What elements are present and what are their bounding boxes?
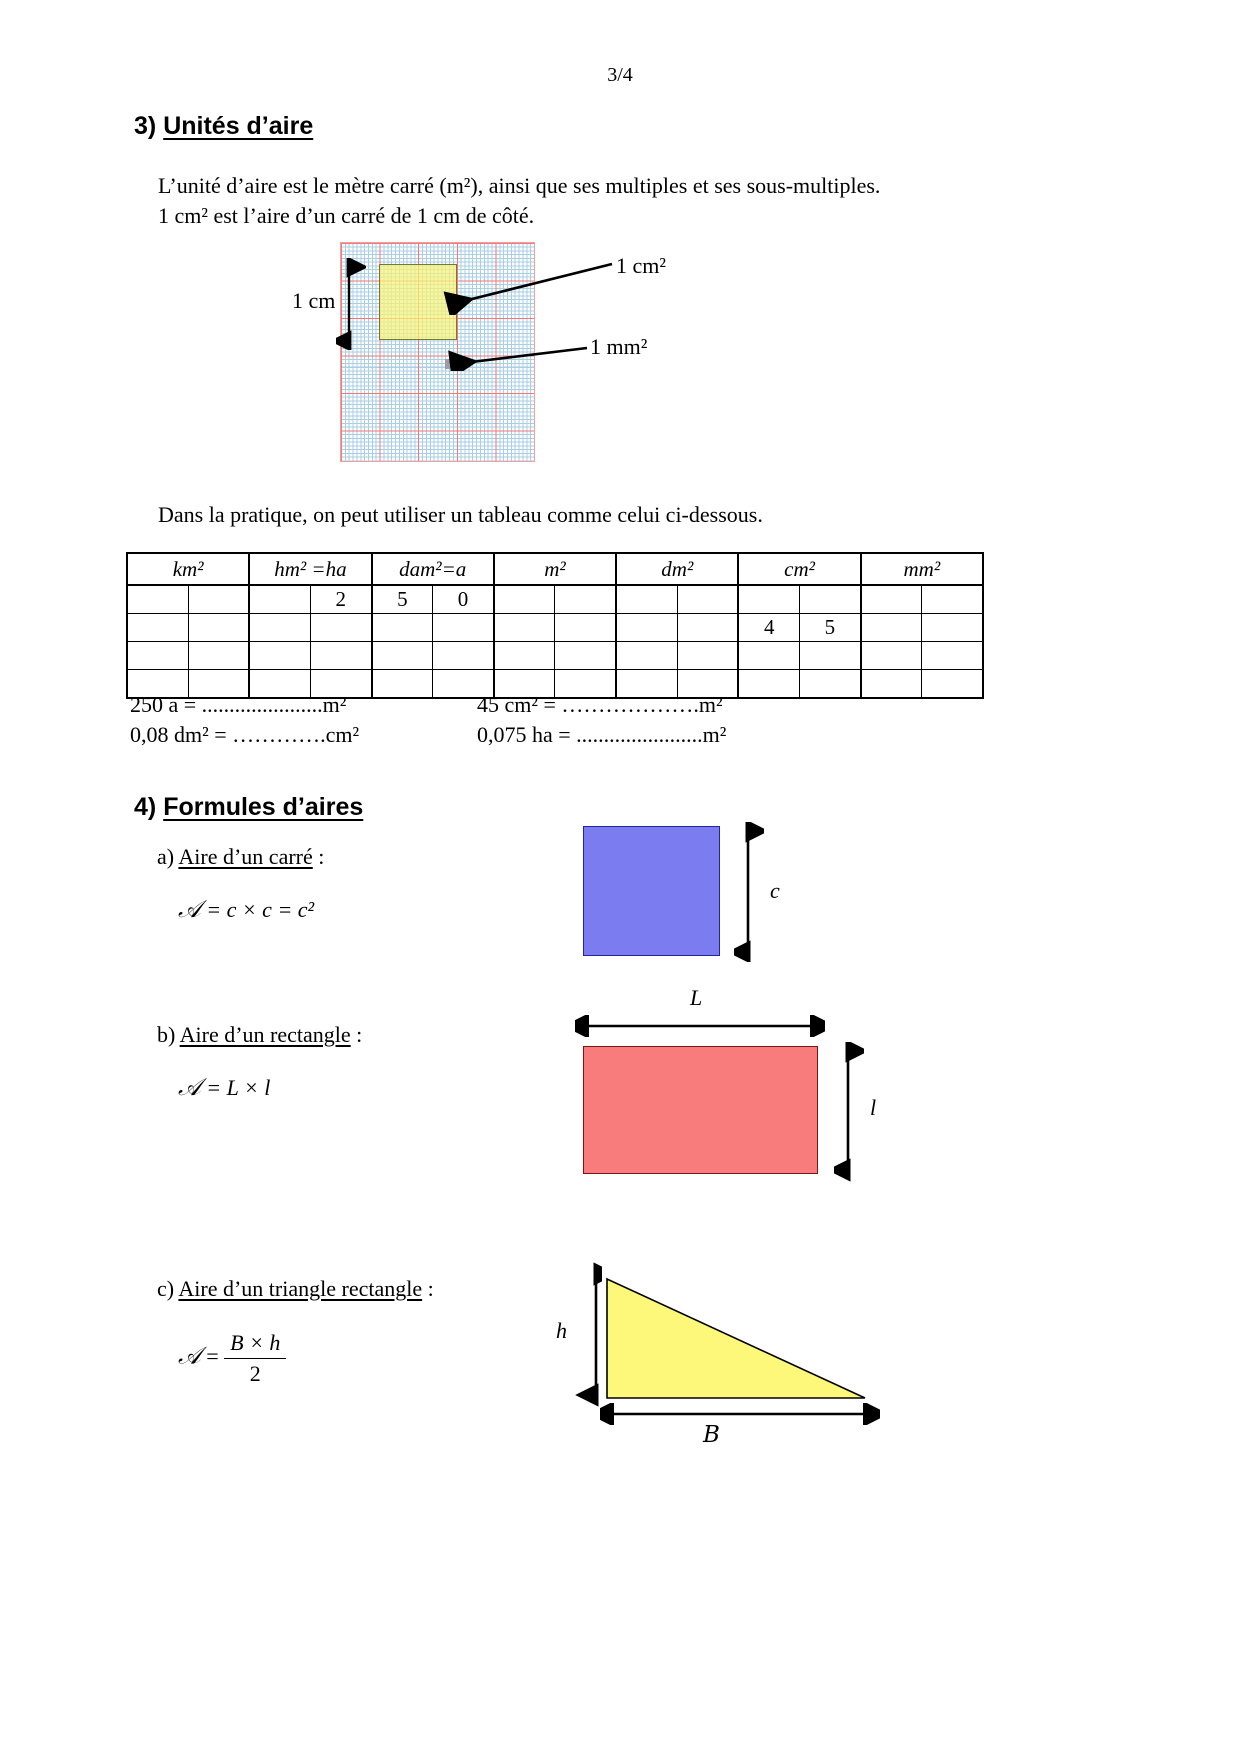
formula-square-expression: = c × c = c² [206,897,315,922]
table-cell[interactable] [922,670,983,699]
table-cell[interactable] [555,642,616,670]
rectangle-length-arrow [575,1015,825,1037]
table-cell[interactable] [433,614,494,642]
table-cell[interactable] [310,642,371,670]
label-one-mm2 [590,334,647,360]
label-one-cm2 [616,253,666,279]
table-row [127,614,983,642]
table-cell[interactable] [922,614,983,642]
formula-item-c-label [157,1276,434,1302]
table-cell[interactable]: 4 [738,614,799,642]
table-cell[interactable] [249,642,310,670]
table-cell[interactable] [372,670,433,699]
height-dimension-arrow [336,258,366,350]
section-4-number: 4) [134,793,157,821]
section-4-title: Formules d’aires [163,793,364,821]
table-header-row [127,553,983,585]
section-3-number: 3) [134,112,157,140]
formula-item-a-title: Aire d’un carré [178,844,313,869]
table-cell[interactable] [922,642,983,670]
table-cell[interactable] [677,642,738,670]
table-cell[interactable] [127,585,188,614]
rectangle-shape-red [583,1046,818,1174]
section-3-paragraph-2: Dans la pratique, on peut utiliser un tableau comme celui ci-dessous. [158,502,763,527]
fraction-denominator: 2 [249,1361,261,1386]
formula-square [178,895,314,923]
triangle-height-label: h [556,1318,567,1343]
square-side-label: c [770,878,780,903]
formula-triangle [178,1330,286,1387]
table-cell[interactable] [127,614,188,642]
triangle-base-label [703,1422,720,1448]
table-cell[interactable] [677,614,738,642]
section-4-heading [134,793,363,822]
exercise-right-1: 45 cm² = ……………….m² [477,692,723,717]
formula-triangle-fraction [224,1330,286,1387]
table-cell[interactable] [494,614,555,642]
formula-item-c-title: Aire d’un triangle rectangle [178,1276,423,1301]
table-cell[interactable] [861,585,922,614]
table-header-hm2: hm² =ha [249,553,371,585]
table-cell[interactable] [127,642,188,670]
table-header-dm2: dm² [616,553,738,585]
table-cell[interactable] [555,585,616,614]
triangle-height-arrow [572,1262,602,1407]
table-cell[interactable] [738,585,799,614]
table-cell[interactable] [372,614,433,642]
table-cell[interactable] [494,642,555,670]
label-one-mm2-text: 1 mm² [590,334,648,359]
rectangle-width-label: l [870,1095,877,1120]
script-a-symbol: 𝒜 [178,895,201,923]
formula-triangle-equals: = [206,1343,219,1369]
table-cell[interactable] [922,585,983,614]
formula-item-b-title: Aire d’un rectangle [179,1022,351,1047]
label-one-cm-text: 1 cm [292,288,336,313]
triangle-shape-yellow [575,1265,885,1425]
formula-item-a-letter: a) [157,844,175,869]
section-3-title: Unités d’aire [163,112,314,140]
exercise-left-1: 250 a = ......................m² [130,692,347,717]
table-cell[interactable] [494,585,555,614]
fraction-numerator: B × h [224,1330,286,1359]
square-height-arrow [734,822,764,962]
table-cell[interactable] [800,585,861,614]
label-one-cm [292,288,335,314]
table-cell[interactable] [433,642,494,670]
formula-item-c-letter: c) [157,1276,175,1301]
table-cell[interactable] [555,614,616,642]
section-3-heading [134,112,313,141]
table-cell[interactable]: 0 [433,585,494,614]
table-cell[interactable] [188,585,249,614]
rectangle-length-label: L [690,985,703,1010]
table-cell[interactable] [372,642,433,670]
script-a-symbol: 𝒜 [178,1073,201,1101]
table-cell[interactable] [800,642,861,670]
formula-item-b-letter: b) [157,1022,176,1047]
section-3-paragraph-line1: L’unité d’aire est le mètre carré (m²), ainsi que ses multiples et ses sous-multiples. [158,173,881,198]
table-header-cm2: cm² [738,553,860,585]
table-cell[interactable] [188,642,249,670]
table-cell[interactable] [616,585,677,614]
table-cell[interactable] [861,670,922,699]
table-header-km2: km² [127,553,249,585]
table-cell[interactable] [738,670,799,699]
area-unit-conversion-table [126,552,984,699]
square-shape-blue [583,826,720,956]
formula-item-a-label [157,844,324,870]
table-cell[interactable] [249,614,310,642]
mm2-callout-arrow [445,345,590,371]
triangle-base-arrow [600,1403,880,1425]
table-cell[interactable] [800,670,861,699]
formula-rectangle-expression: = L × l [206,1075,271,1100]
table-cell[interactable]: 5 [372,585,433,614]
table-cell[interactable] [738,642,799,670]
formula-item-c-colon: : [422,1276,434,1301]
table-row [127,642,983,670]
label-one-cm2-text: 1 cm² [616,253,666,278]
table-cell[interactable] [677,585,738,614]
exercise-left-2: 0,08 dm² = ………….cm² [130,722,360,747]
table-cell[interactable]: 2 [310,585,371,614]
table-cell[interactable] [861,614,922,642]
table-header-dam2: dam²=a [372,553,494,585]
section-3-paragraph-line2: 1 cm² est l’aire d’un carré de 1 cm de côté. [158,203,535,228]
table-cell[interactable] [616,614,677,642]
table-row [127,585,983,614]
table-cell[interactable] [188,614,249,642]
formula-item-b-label [157,1022,362,1048]
script-a-symbol: 𝒜 [178,1341,201,1370]
table-cell[interactable] [616,642,677,670]
rectangle-width-arrow [834,1042,864,1182]
exercise-right-2: 0,075 ha = .......................m² [477,722,727,747]
table-header-m2: m² [494,553,616,585]
triangle-base-label-text: B [703,1422,720,1448]
table-cell[interactable] [310,614,371,642]
formula-item-a-colon: : [312,844,325,869]
table-cell[interactable] [249,585,310,614]
formula-rectangle [178,1073,270,1101]
formula-item-b-colon: : [350,1022,363,1047]
table-header-mm2: mm² [861,553,983,585]
table-cell[interactable] [861,642,922,670]
cm2-callout-arrow [440,260,615,315]
page-number: 3/4 [607,64,633,86]
table-cell[interactable]: 5 [800,614,861,642]
